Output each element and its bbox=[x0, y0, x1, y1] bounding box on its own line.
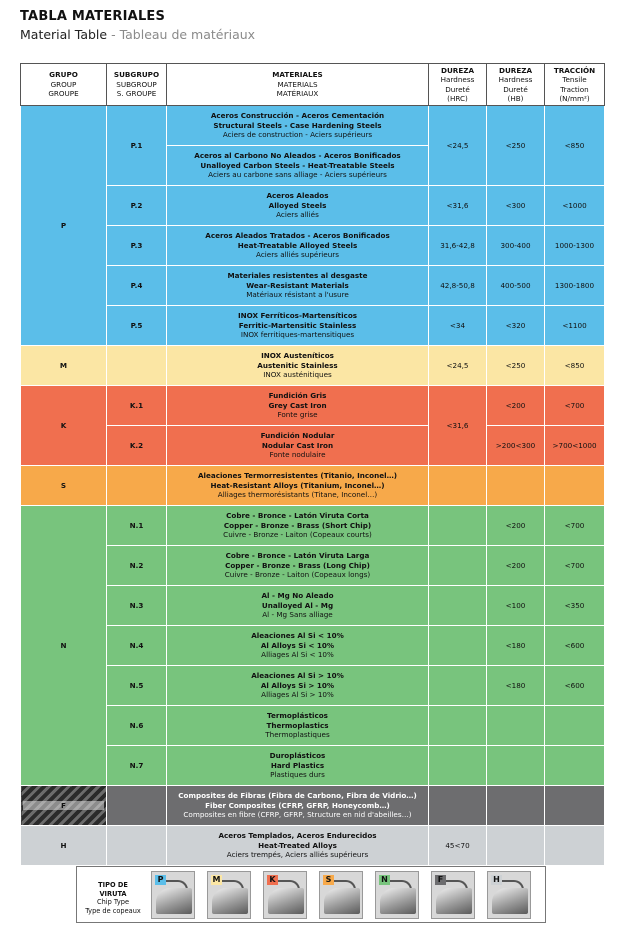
subtitle-separator: - bbox=[107, 27, 120, 42]
hb-cell: <180 bbox=[487, 626, 545, 666]
subgroup-cell: N.1 bbox=[107, 506, 167, 546]
material-cell: Aceros Aleados Tratados - Aceros Bonificados Heat-Treatable Alloyed Steels Aciers alliés supérieurs bbox=[167, 226, 429, 266]
cutting-tool-icon bbox=[492, 888, 528, 914]
chip-tag: F bbox=[435, 875, 446, 885]
header-dureza-hrc: DUREZA Hardness Dureté (HRC) bbox=[429, 64, 487, 106]
chip-type-m bbox=[207, 871, 251, 919]
subgroup-cell: P.1 bbox=[107, 106, 167, 186]
page-subtitle bbox=[20, 27, 255, 42]
hb-cell bbox=[487, 786, 545, 826]
tensile-cell: 1300-1800 bbox=[545, 266, 605, 306]
group-cell-n: N bbox=[21, 506, 107, 786]
table-row bbox=[21, 186, 605, 226]
cutting-tool-icon bbox=[156, 888, 192, 914]
hb-cell: <200 bbox=[487, 386, 545, 426]
chip-type-n bbox=[375, 871, 419, 919]
table-header-row bbox=[21, 64, 605, 106]
subtitle-fr: Tableau de matériaux bbox=[119, 27, 256, 42]
hb-cell: <250 bbox=[487, 106, 545, 186]
chip-tag: K bbox=[267, 875, 278, 885]
hrc-cell: <24,5 bbox=[429, 346, 487, 386]
material-cell: Aleaciones Al Si < 10% Al Alloys Si < 10% Alliages Al Si < 10% bbox=[167, 626, 429, 666]
hrc-cell: 31,6-42,8 bbox=[429, 226, 487, 266]
subgroup-cell: P.2 bbox=[107, 186, 167, 226]
hrc-cell bbox=[429, 626, 487, 666]
chip-tag: S bbox=[323, 875, 334, 885]
hb-cell: <200 bbox=[487, 506, 545, 546]
hrc-cell bbox=[429, 666, 487, 706]
hb-cell: 300-400 bbox=[487, 226, 545, 266]
hrc-cell: <34 bbox=[429, 306, 487, 346]
table-row bbox=[21, 266, 605, 306]
chip-tag: H bbox=[491, 875, 502, 885]
tensile-cell: <850 bbox=[545, 106, 605, 186]
cutting-tool-icon bbox=[324, 888, 360, 914]
header-materiales: MATERIALES MATERIALS MATÉRIAUX bbox=[167, 64, 429, 106]
material-cell: Aleaciones Al Si > 10% Al Alloys Si > 10% Alliages Al Si > 10% bbox=[167, 666, 429, 706]
tensile-cell: <600 bbox=[545, 666, 605, 706]
hb-cell: <100 bbox=[487, 586, 545, 626]
hrc-cell: 45<70 bbox=[429, 826, 487, 866]
chip-type-legend bbox=[76, 866, 546, 923]
subgroup-cell: P.3 bbox=[107, 226, 167, 266]
table-row bbox=[21, 506, 605, 546]
material-cell: Al - Mg No Aleado Unalloyed Al - Mg Al - Mg Sans alliage bbox=[167, 586, 429, 626]
hb-cell: <320 bbox=[487, 306, 545, 346]
material-cell: Aceros al Carbono No Aleados - Aceros Bonificados Unalloyed Carbon Steels - Heat-Treatable Steels Aciers au carbone sans alliage - Aciers supérieurs bbox=[167, 146, 429, 186]
chip-tag: P bbox=[155, 875, 166, 885]
group-cell-f: F bbox=[21, 786, 107, 826]
tensile-cell: <700 bbox=[545, 506, 605, 546]
hb-cell bbox=[487, 826, 545, 866]
material-cell: Aceros Construcción - Aceros Cementación Structural Steels - Case Hardening Steels Aciers de construction - Aciers supérieurs bbox=[167, 106, 429, 146]
material-cell: Termoplásticos Thermoplastics Thermoplastiques bbox=[167, 706, 429, 746]
subgroup-cell: N.5 bbox=[107, 666, 167, 706]
subgroup-cell: N.6 bbox=[107, 706, 167, 746]
tensile-cell bbox=[545, 746, 605, 786]
subgroup-cell: P.4 bbox=[107, 266, 167, 306]
hrc-cell: 42,8-50,8 bbox=[429, 266, 487, 306]
chip-type-h bbox=[487, 871, 531, 919]
cutting-tool-icon bbox=[436, 888, 472, 914]
group-cell-p: P bbox=[21, 106, 107, 346]
subgroup-cell bbox=[107, 786, 167, 826]
subgroup-cell: K.1 bbox=[107, 386, 167, 426]
table-row bbox=[21, 666, 605, 706]
header-subgrupo: SUBGRUPO SUBGROUP S. GROUPE bbox=[107, 64, 167, 106]
hrc-cell bbox=[429, 586, 487, 626]
cutting-tool-icon bbox=[268, 888, 304, 914]
tensile-cell: <350 bbox=[545, 586, 605, 626]
material-cell: Aleaciones Termorresistentes (Titanio, Inconel…) Heat-Resistant Alloys (Titanium, Inconel…) Alliages thermorésistants (Titane, Inconel…) bbox=[167, 466, 429, 506]
material-cell: Duroplásticos Hard Plastics Plastiques durs bbox=[167, 746, 429, 786]
material-cell: Composites de Fibras (Fibra de Carbono, Fibra de Vidrio…) Fiber Composites (CFRP, GFRP, Honeycomb…) Composites en fibre (CFRP, GFRP, Structure en nid d'abeilles…) bbox=[167, 786, 429, 826]
table-row bbox=[21, 466, 605, 506]
chip-type-k bbox=[263, 871, 307, 919]
chip-type-p bbox=[151, 871, 195, 919]
chip-tag: N bbox=[379, 875, 390, 885]
page-title: TABLA MATERIALES bbox=[20, 9, 166, 24]
hrc-cell: <31,6 bbox=[429, 386, 487, 466]
subgroup-cell: N.2 bbox=[107, 546, 167, 586]
hrc-cell bbox=[429, 506, 487, 546]
material-cell: Fundición Nodular Nodular Cast Iron Fonte nodulaire bbox=[167, 426, 429, 466]
tensile-cell: >700<1000 bbox=[545, 426, 605, 466]
tensile-cell: <1000 bbox=[545, 186, 605, 226]
table-row bbox=[21, 306, 605, 346]
table-row bbox=[21, 386, 605, 426]
hrc-cell bbox=[429, 466, 487, 506]
hb-cell: <180 bbox=[487, 666, 545, 706]
header-grupo: GRUPO GROUP GROUPE bbox=[21, 64, 107, 106]
material-cell: Cobre - Bronce - Latón Viruta Larga Copper - Bronze - Brass (Long Chip) Cuivre - Bronze - Laiton (Copeaux longs) bbox=[167, 546, 429, 586]
tensile-cell: <700 bbox=[545, 386, 605, 426]
material-cell: Aceros Aleados Alloyed Steels Aciers alliés bbox=[167, 186, 429, 226]
tensile-cell: <700 bbox=[545, 546, 605, 586]
subgroup-cell bbox=[107, 346, 167, 386]
hrc-cell: <31,6 bbox=[429, 186, 487, 226]
hb-cell: <200 bbox=[487, 546, 545, 586]
table-row bbox=[21, 626, 605, 666]
table-row bbox=[21, 706, 605, 746]
hb-cell bbox=[487, 706, 545, 746]
table-row bbox=[21, 786, 605, 826]
material-cell: Materiales resistentes al desgaste Wear-Resistant Materials Matériaux résistant a l'usure bbox=[167, 266, 429, 306]
tensile-cell bbox=[545, 826, 605, 866]
table-row bbox=[21, 746, 605, 786]
hrc-cell bbox=[429, 746, 487, 786]
tensile-cell bbox=[545, 786, 605, 826]
subgroup-cell: K.2 bbox=[107, 426, 167, 466]
group-cell-h: H bbox=[21, 826, 107, 866]
group-cell-k: K bbox=[21, 386, 107, 466]
subgroup-cell: N.4 bbox=[107, 626, 167, 666]
subgroup-cell: P.5 bbox=[107, 306, 167, 346]
subgroup-cell: N.3 bbox=[107, 586, 167, 626]
tensile-cell: <600 bbox=[545, 626, 605, 666]
material-cell: Fundición Gris Grey Cast Iron Fonte grise bbox=[167, 386, 429, 426]
tensile-cell: <850 bbox=[545, 346, 605, 386]
subgroup-cell bbox=[107, 466, 167, 506]
table-row bbox=[21, 586, 605, 626]
table-row bbox=[21, 826, 605, 866]
tensile-cell: <1100 bbox=[545, 306, 605, 346]
material-cell: Cobre - Bronce - Latón Viruta Corta Copper - Bronze - Brass (Short Chip) Cuivre - Bronze - Laiton (Copeaux courts) bbox=[167, 506, 429, 546]
table-row bbox=[21, 426, 605, 466]
group-cell-m: M bbox=[21, 346, 107, 386]
chip-tag: M bbox=[212, 875, 221, 884]
subgroup-cell: N.7 bbox=[107, 746, 167, 786]
legend-label: TIPO DE VIRUTA Chip Type Type de copeaux bbox=[85, 881, 141, 915]
hb-cell: <300 bbox=[487, 186, 545, 226]
hb-cell: <250 bbox=[487, 346, 545, 386]
table-row bbox=[21, 226, 605, 266]
hrc-cell bbox=[429, 786, 487, 826]
table-row bbox=[21, 106, 605, 146]
material-cell: INOX Ferríticos-Martensíticos Ferritic-Martensitic Stainless INOX ferritiques-martensitiques bbox=[167, 306, 429, 346]
subtitle-en: Material Table bbox=[20, 27, 108, 42]
table-row bbox=[21, 546, 605, 586]
material-cell: Aceros Templados, Aceros Endurecidos Heat-Treated Alloys Aciers trempés, Aciers alliés supérieurs bbox=[167, 826, 429, 866]
tensile-cell bbox=[545, 466, 605, 506]
tensile-cell bbox=[545, 706, 605, 746]
subgroup-cell bbox=[107, 826, 167, 866]
chip-type-s bbox=[319, 871, 363, 919]
hb-cell: >200<300 bbox=[487, 426, 545, 466]
table-row bbox=[21, 346, 605, 386]
cutting-tool-icon bbox=[212, 888, 248, 914]
hb-cell: 400-500 bbox=[487, 266, 545, 306]
chip-type-f bbox=[431, 871, 475, 919]
material-table bbox=[20, 63, 605, 866]
hb-cell bbox=[487, 746, 545, 786]
hrc-cell: <24,5 bbox=[429, 106, 487, 186]
hb-cell bbox=[487, 466, 545, 506]
header-dureza-hb: DUREZA Hardness Dureté (HB) bbox=[487, 64, 545, 106]
hrc-cell bbox=[429, 706, 487, 746]
hrc-cell bbox=[429, 546, 487, 586]
tensile-cell: 1000-1300 bbox=[545, 226, 605, 266]
group-cell-s: S bbox=[21, 466, 107, 506]
header-traccion: TRACCIÓN Tensile Traction (N/mm²) bbox=[545, 64, 605, 106]
cutting-tool-icon bbox=[380, 888, 416, 914]
material-cell: INOX Austeníticos Austenitic Stainless INOX austénitiques bbox=[167, 346, 429, 386]
